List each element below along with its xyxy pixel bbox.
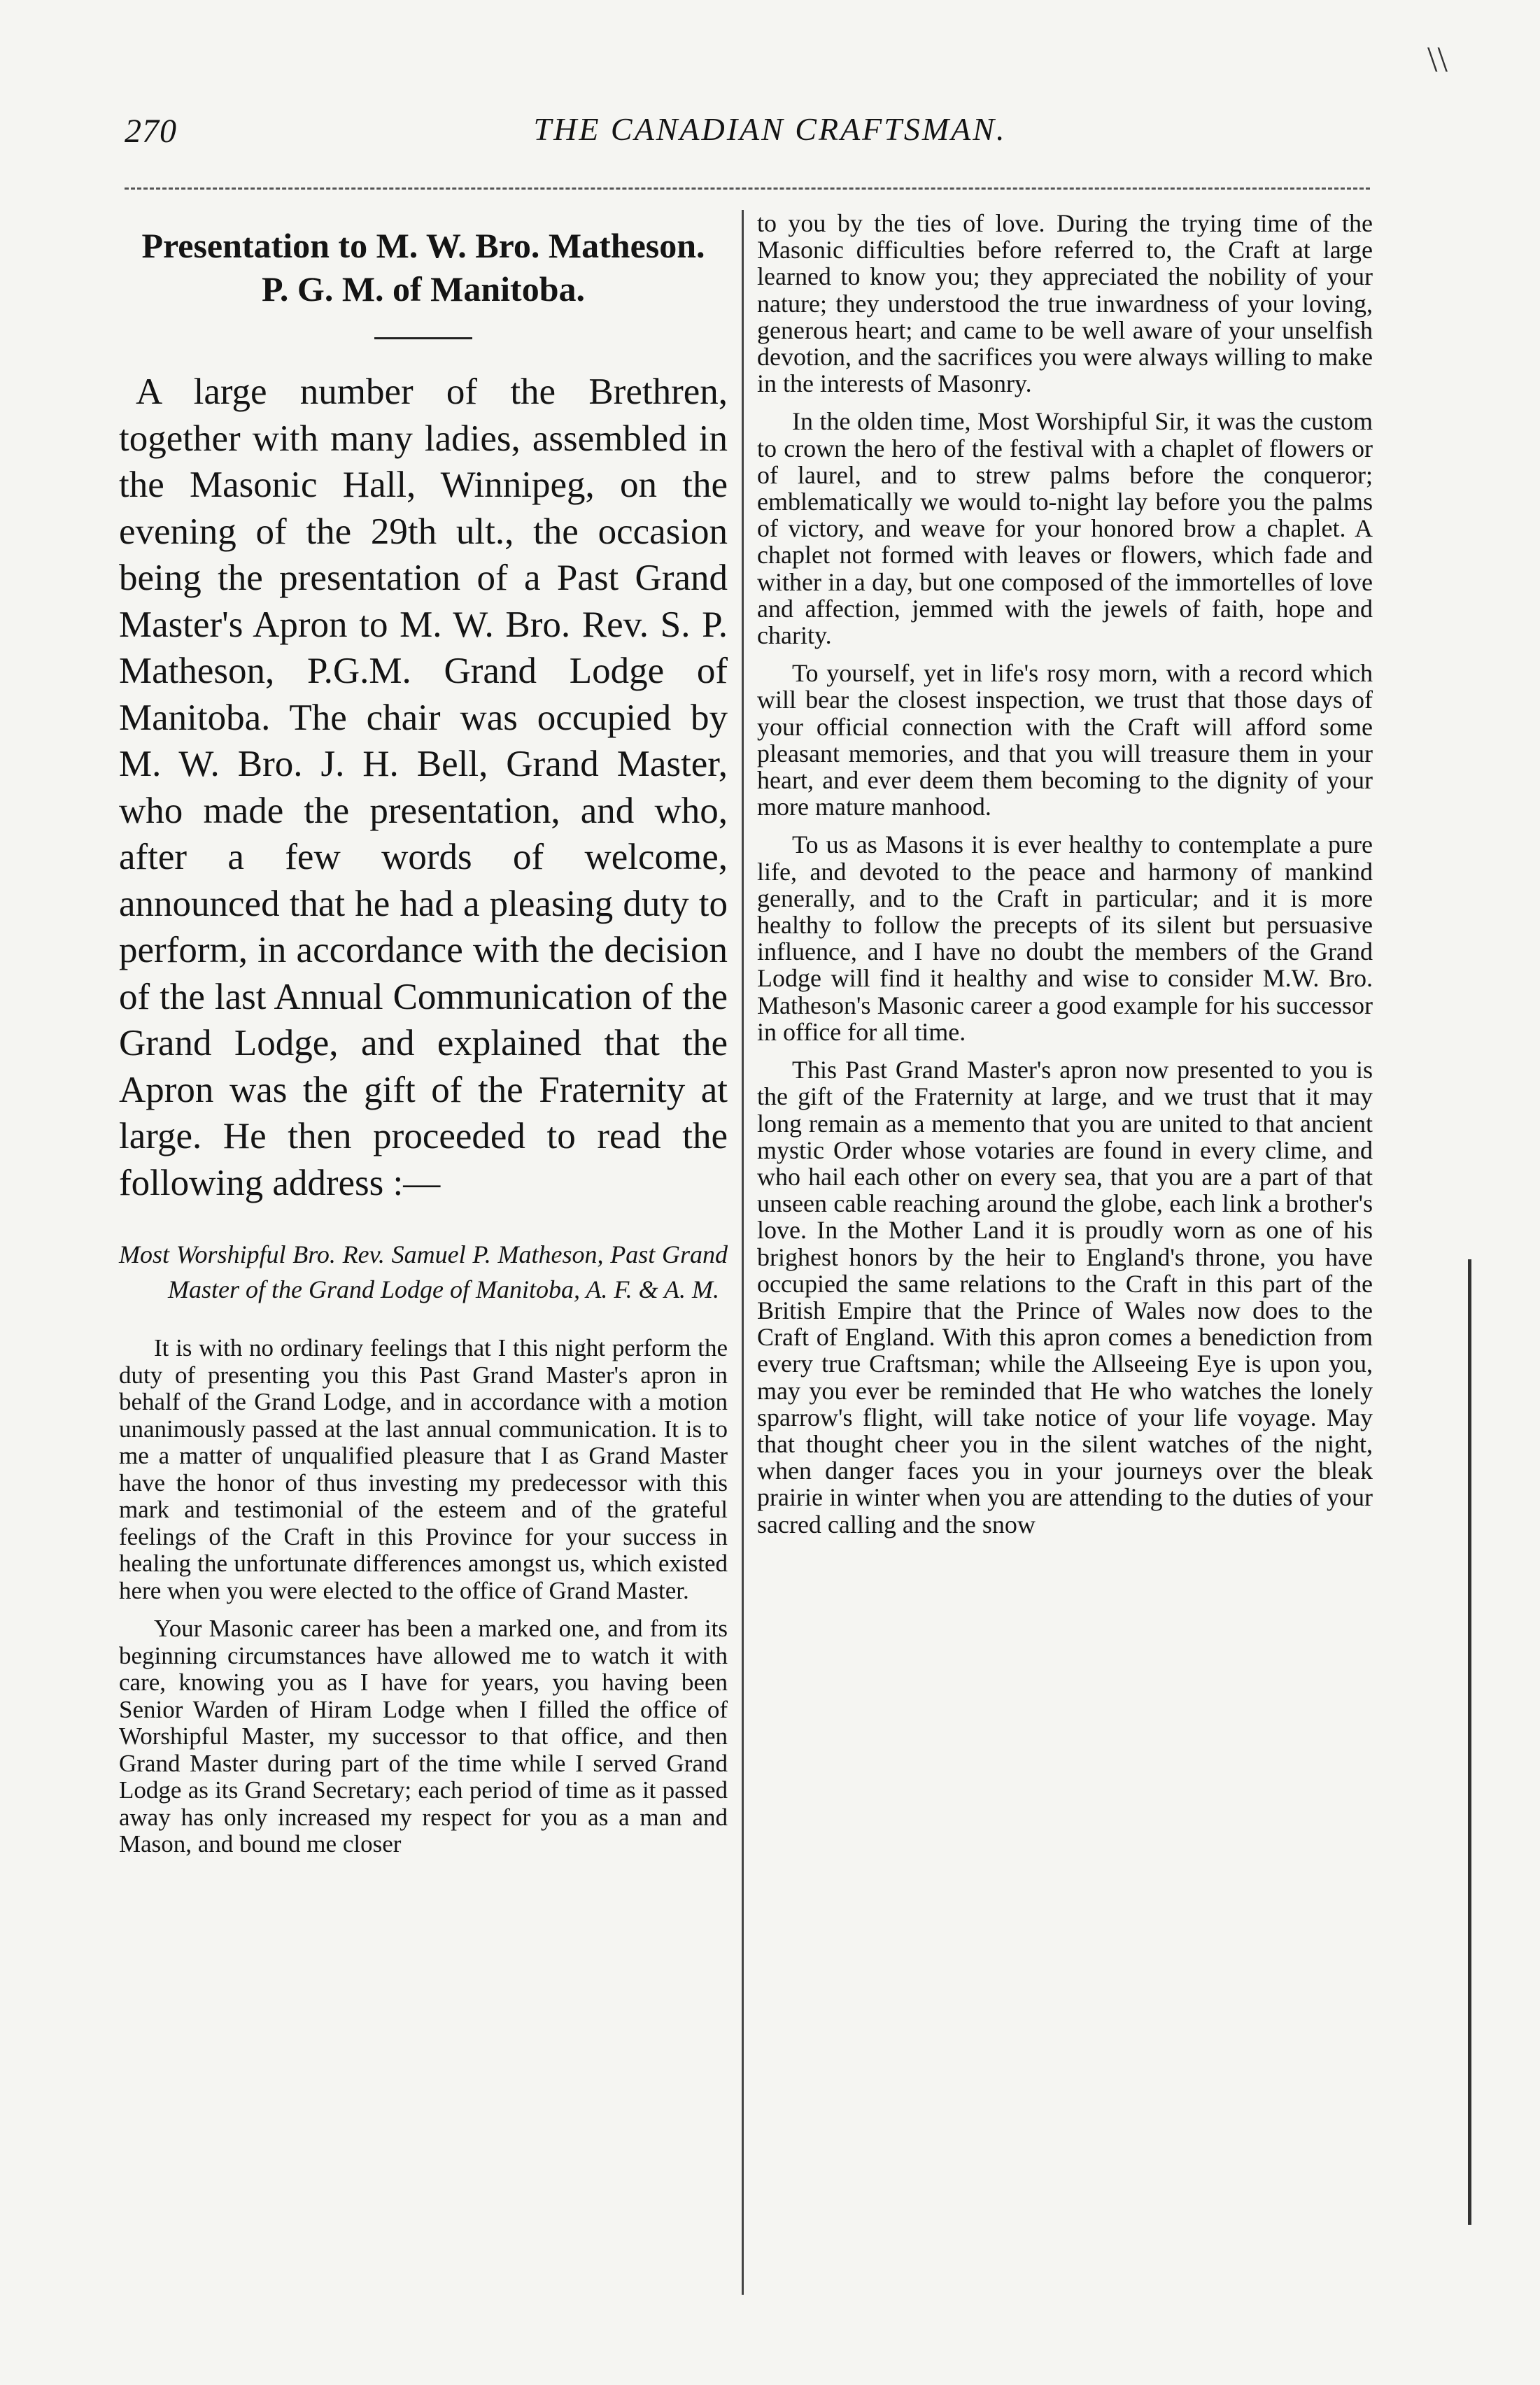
address-paragraph: To us as Masons it is ever healthy to contemplate a pure life, and devoted to the peace and harmony of mankind generally, and to the Craft in particular; and it is more healthy to follow the precepts of its silent but persuasive influence, and I have no doubt the members of the Grand Lodge will find it healthy and wise to consider M.W. Bro. Matheson's Masonic career a good example for his successor in office for all time. <box>757 830 1373 1046</box>
article-title <box>119 224 728 311</box>
column-divider <box>742 210 744 2295</box>
address-paragraph: It is with no ordinary feelings that I this night perform the duty of presenting you this Past Grand Master's apron in behalf of the Grand Lodge, and in accordance with a motion unanimously passed at the last annual communication. It is to me a matter of unqualified pleasure that I as Grand Master have the honor of thus investing my predecessor with this mark and testimonial of the esteem and of the grateful feelings of the Craft in this Province for your success in healing the unfortunate differences amongst us, which existed here when you were elected to the office of Grand Master. <box>119 1334 728 1604</box>
page-number: 270 <box>125 113 177 150</box>
address-paragraph: To yourself, yet in life's rosy morn, with a record which will bear the closest inspection, we trust that those days of your official connection with the Craft will afford some pleasant memories, and that you will treasure them in your heart, and ever deem them becoming to the dignity of your more mature manhood. <box>757 659 1373 821</box>
article-title-line-1: Presentation to M. W. Bro. Matheson. <box>141 226 705 265</box>
page-edge-line <box>1468 1259 1471 2225</box>
left-column <box>119 210 728 1869</box>
address-salutation: Most Worshipful Bro. Rev. Samuel P. Matheson, Past Grand Master of the Grand Lodge of Manitoba, A. F. & A. M. <box>119 1240 728 1303</box>
corner-mark: \\ <box>1427 40 1448 80</box>
title-rule <box>374 337 472 339</box>
article-title-line-2: P. G. M. of Manitoba. <box>261 269 586 309</box>
right-column <box>757 210 1373 1549</box>
running-title: THE CANADIAN CRAFTSMAN. <box>533 111 1007 147</box>
address-paragraph: This Past Grand Master's apron now presented to you is the gift of the Fraternity at large, and we trust that it may long remain as a memento that you are united to that ancient mystic Order whose votaries are found in every clime, and who hail each other on every sea, that you are a part of that unseen cable reaching around the globe, each link a brother's love. In the Mother Land it is proudly worn as one of his brighest honors by the heir to England's throne, you have occupied the same relations to the Craft in this part of the British Empire that the Prince of Wales now does to the Craft of England. With this apron comes a benediction from every true Craftsman; while the Allseeing Eye is upon you, may you ever be reminded that He who watches the lonely sparrow's flight, will take notice of your life voyage. May that thought cheer you in the silent watches of the night, when danger faces you in your journeys over the bleak prairie in winter when you are attending to the duties of your sacred calling and the snow <box>757 1056 1373 1538</box>
address-paragraph: Your Masonic career has been a marked one, and from its beginning circumstances have allowed me to watch it with care, knowing you as I have for years, you having been Senior Warden of Hiram Lodge when I filled the office of Worshipful Master, my successor to that office, and then Grand Master during part of the time while I served Grand Lodge as its Grand Secretary; each period of time as it passed away has only increased my respect for you as a man and Mason, and bound me closer <box>119 1615 728 1857</box>
lead-paragraph: A large number of the Brethren, together with many ladies, assembled in the Masonic Hall, Winnipeg, on the evening of the 29th ult., the occasion being the presentation of a Past Grand Master's Apron to M. W. Bro. Rev. S. P. Matheson, P.G.M. Grand Lodge of Manitoba. The chair was occupied by M. W. Bro. J. H. Bell, Grand Master, who made the presentation, and who, after a few words of welcome, announced that he had a pleasing duty to perform, in accordance with the decision of the last Annual Communication of the Grand Lodge, and explained that the Apron was the gift of the Fraternity at large. He then proceeded to read the following address :— <box>119 371 728 1203</box>
header-rule <box>125 187 1370 190</box>
address-paragraph: In the olden time, Most Worshipful Sir, it was the custom to crown the hero of the festival with a chaplet of flowers or of laurel, and to strew palms before the conqueror; emblematically we would to-night lay before you the palms of victory, and weave for your honored brow a chaplet. A chaplet not formed with leaves or flowers, which fade and wither in a day, but one composed of the immortelles of love and affection, jemmed with the jewels of faith, hope and charity. <box>757 407 1373 650</box>
address-paragraph-continued: to you by the ties of love. During the trying time of the Masonic difficulties before referred to, the Craft at large learned to know you; they appreciated the nobility of your nature; they understood the true inwardness of your loving, generous heart; and came to be well aware of your unselfish devotion, and the sacrifices you were always willing to make in the interests of Masonry. <box>757 209 1373 398</box>
